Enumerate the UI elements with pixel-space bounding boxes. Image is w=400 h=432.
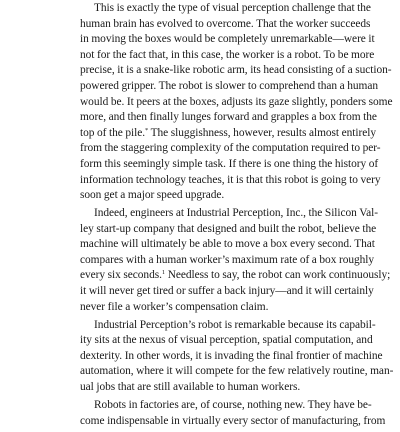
line-text: come indispensable in virtually every sector of manufacturing, from	[80, 414, 386, 427]
line-text: would be. It peers at the boxes, adjusts its gaze slightly, ponders some	[80, 95, 393, 108]
line-text: automation, where it will compete for the few relatively routine, man-	[80, 365, 394, 378]
text-line	[80, 380, 338, 396]
text-line	[80, 284, 374, 300]
line-text-continued: Needless to say, the robot can work continuously;	[165, 269, 391, 282]
text-line	[80, 206, 378, 222]
line-text: human brain has evolved to overcome. That the worker succeeds	[80, 17, 371, 30]
text-line	[80, 95, 393, 111]
line-text: from the staggering complexity of the computation required to per-	[80, 142, 381, 155]
line-text: machine will ultimately be able to move a box every second. That	[80, 238, 375, 251]
text-line	[80, 222, 377, 238]
paragraph	[80, 318, 394, 396]
text-line	[80, 79, 378, 95]
line-text: never file a worker’s compensation claim.	[80, 300, 269, 313]
text-line	[80, 110, 377, 126]
line-text: in moving the boxes would be completely unremarkable—were it	[80, 33, 375, 46]
line-text: not for the fact that, in this case, the worker is a robot. To be more	[80, 48, 375, 61]
line-text: Robots in factories are, of course, nothing new. They have be-	[94, 399, 372, 412]
line-text: ley start-up company that designed and built the robot, believe the	[80, 222, 377, 235]
line-text: ual jobs that are still available to human workers.	[80, 381, 301, 394]
line-text: This is exactly the type of visual perception challenge that the	[94, 2, 371, 14]
text-line	[80, 157, 379, 173]
text-line	[80, 188, 338, 204]
line-text: every six seconds.	[80, 269, 162, 282]
line-text: compares with a human worker’s maximum rate of a box roughly	[80, 253, 375, 266]
text-line	[80, 126, 377, 142]
line-text: precise, it is a snake-like robotic arm, its head consisting of a suction-	[80, 64, 392, 77]
text-line	[80, 364, 394, 380]
text-line	[80, 300, 338, 316]
paragraph	[80, 206, 391, 315]
line-text: soon get a major speed upgrade.	[80, 189, 225, 202]
line-text: it will never get tired or suffer a back injury—and it will certainly	[80, 285, 374, 298]
line-text: ity sits at the nexus of visual perception, spatial computation, and	[80, 334, 373, 347]
text-line	[80, 1, 371, 17]
line-text: Indeed, engineers at Industrial Perception, Inc., the Silicon Val-	[94, 207, 378, 220]
text-line	[80, 173, 381, 189]
line-text: dexterity. In other words, it is invading the final frontier of machine	[80, 349, 383, 362]
paragraph	[80, 1, 393, 204]
text-line	[80, 333, 373, 349]
line-text-continued: The sluggishness, however, results almost entirely	[148, 126, 377, 139]
line-text: Industrial Perception’s robot is remarkable because its capabil-	[94, 318, 376, 331]
line-text: more, and then finally lunges forward and grapples a box from the	[80, 111, 377, 124]
text-line	[80, 17, 371, 33]
footnote-marker: *	[145, 126, 149, 134]
text-line	[80, 32, 375, 48]
body-text	[80, 1, 394, 432]
text-line	[80, 48, 375, 64]
text-line	[80, 237, 375, 253]
text-line	[80, 349, 383, 365]
line-text: form this seemingly simple task. If there is one thing the history of	[80, 157, 379, 170]
line-text: top of the pile.	[80, 126, 146, 139]
text-line	[80, 63, 392, 79]
text-line	[80, 253, 375, 269]
text-line	[80, 268, 391, 284]
paragraph	[80, 398, 386, 429]
line-text: powered gripper. The robot is slower to comprehend than a human	[80, 79, 378, 92]
text-line	[80, 414, 386, 430]
text-line	[80, 318, 376, 334]
line-text: information technology teaches, it is that this robot is going to very	[80, 173, 381, 186]
footnote-marker: 1	[161, 269, 166, 277]
text-line	[80, 398, 372, 414]
text-line	[80, 141, 381, 157]
